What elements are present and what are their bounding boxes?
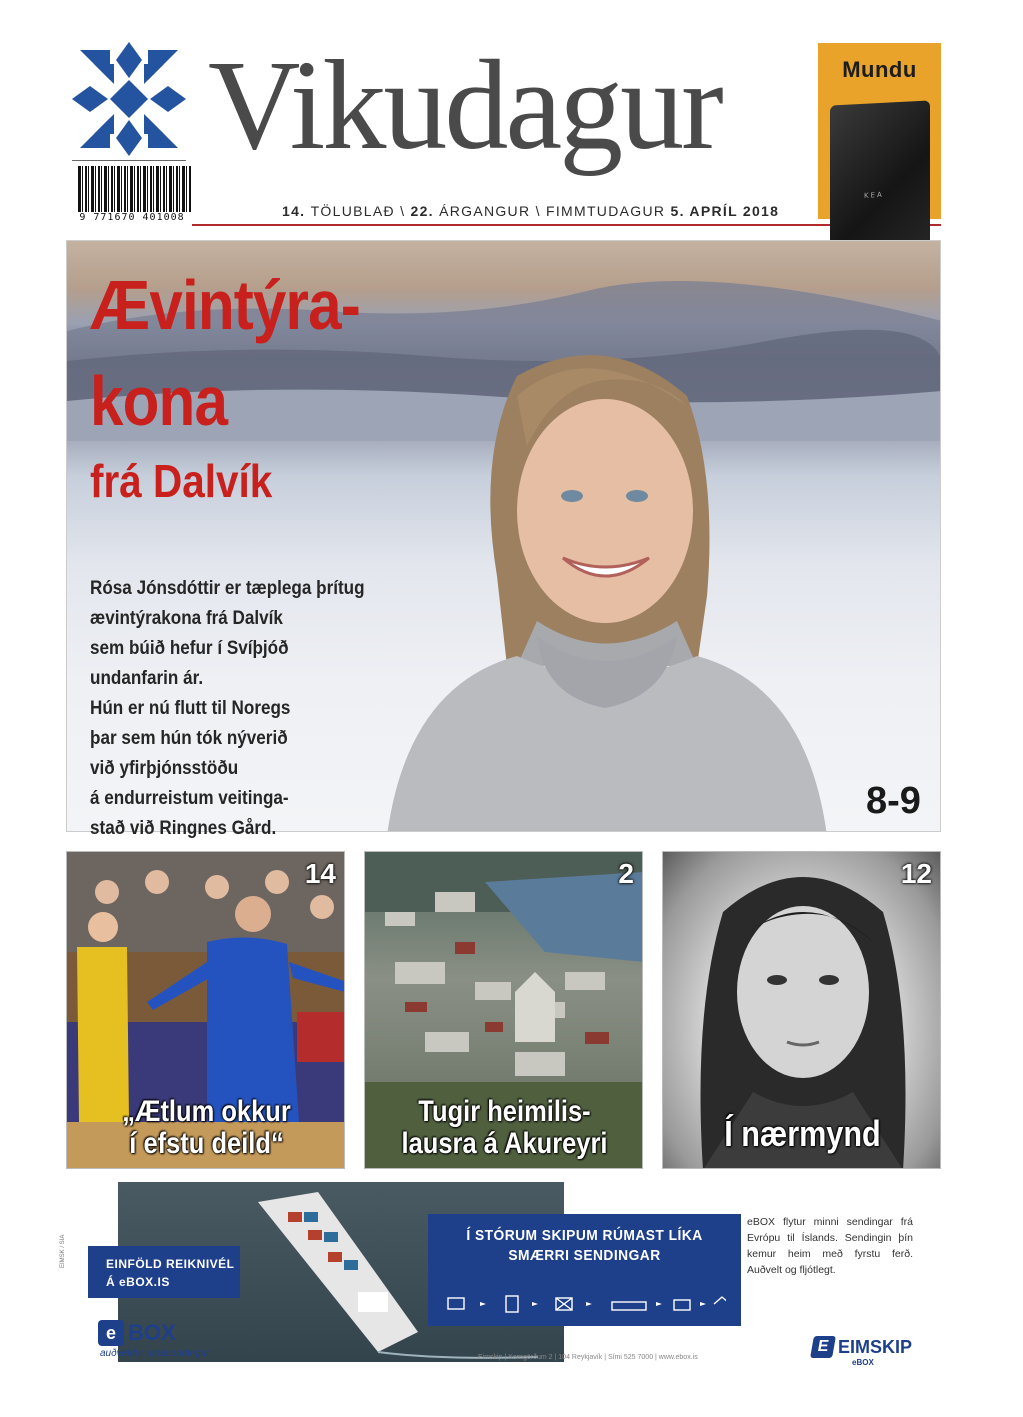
feature-lede: [90, 574, 420, 844]
lede-line: við yfirþjónsstöðu: [90, 758, 239, 779]
newspaper-title: Vikudagur: [208, 34, 721, 176]
ebox-logo-word: BOX: [128, 1320, 176, 1345]
teaser-caption-line: Í nærmynd: [724, 1113, 881, 1154]
teaser-caption: [386, 1096, 623, 1160]
teaser-caption-line: „Ætlum okkur: [122, 1095, 291, 1128]
teaser-page-number: 2: [618, 858, 634, 889]
ebox-logo: [98, 1320, 228, 1362]
teaser-caption-line: lausra á Akureyri: [401, 1127, 608, 1160]
teaser-caption-line: Tugir heimilis-: [418, 1095, 591, 1128]
ebox-body-text: eBOX flytur minni sendingar frá Evrópu til Íslands. Sendingin þín kemur heim með fyrstu ferð. Auðvelt og fljótlegt.: [747, 1216, 913, 1276]
issue-separator: \: [400, 203, 406, 219]
barcode-number: 9 771670 401008: [79, 212, 185, 223]
ebox-logo-mark: e: [98, 1320, 124, 1346]
header-red-rule: [192, 224, 941, 226]
ebox-headline-line: SMÆRRI SENDINGAR: [508, 1247, 661, 1264]
volume-separator: \: [535, 203, 541, 219]
lede-line: Rósa Jónsdóttir er tæplega þrítug: [90, 578, 365, 599]
headline-line-3: frá Dalvík: [90, 455, 273, 507]
lede-line: Hún er nú flutt til Noregs: [90, 698, 291, 719]
teaser-handball[interactable]: [66, 851, 345, 1169]
feature-page-reference[interactable]: 8-9: [866, 780, 921, 822]
headline-line-2: kona: [90, 362, 228, 440]
kea-card-image: [830, 100, 930, 253]
mundu-advertisement[interactable]: [818, 43, 941, 219]
portrait-woman: [367, 336, 847, 832]
eimskip-logo-mark: E: [810, 1336, 836, 1358]
issue-date: 5. APRÍL 2018: [670, 203, 780, 219]
teaser-caption: [684, 1113, 921, 1154]
ebox-calculator-banner[interactable]: [88, 1246, 240, 1298]
teaser-page-number: 14: [304, 858, 336, 889]
ebox-calculator-line: Á eBOX.IS: [106, 1275, 170, 1289]
eimskip-sub-brand: eBOX: [852, 1358, 874, 1367]
mundu-ad-text: Mundu: [842, 57, 917, 82]
barcode: [72, 166, 192, 224]
shipping-steps-icons: [446, 1294, 726, 1314]
volume-number: 22.: [410, 203, 434, 219]
lede-line: stað við Ringnes Gård.: [90, 818, 277, 839]
lede-line: ævintýrakona frá Dalvík: [90, 608, 283, 629]
teaser-page-number: 12: [900, 858, 932, 889]
ebox-advertisement[interactable]: [88, 1182, 988, 1367]
ebox-headline-panel: [428, 1214, 741, 1326]
eimskip-logo: [812, 1336, 922, 1367]
lede-line: sem búið hefur í Svíþjóð: [90, 638, 289, 659]
lede-line: undanfarin ár.: [90, 668, 204, 689]
barcode-bars: [72, 166, 192, 212]
headline-line-1: Ævintýra-: [90, 266, 360, 344]
eimskip-wordmark: EIMSKIP: [838, 1337, 913, 1357]
lede-line: á endurreistum veitinga-: [90, 788, 289, 809]
ebox-tagline: auðveldar smásendingar: [100, 1348, 210, 1359]
masthead-divider: [72, 160, 186, 161]
lede-line: þar sem hún tók nýverið: [90, 728, 288, 749]
teaser-caption-line: í efstu deild“: [129, 1127, 284, 1160]
vikudagur-star-logo: [70, 40, 188, 158]
ebox-calculator-line: EINFÖLD REIKNIVÉL: [106, 1257, 235, 1271]
ad-photo-credit: EIMSK / SIA: [60, 1234, 66, 1268]
issue-number: 14.: [282, 203, 306, 219]
teaser-portrait[interactable]: [662, 851, 941, 1169]
teaser-caption: [88, 1096, 325, 1160]
weekday: FIMMTUDAGUR: [545, 203, 666, 219]
issue-label: TÖLUBLAÐ: [310, 203, 395, 219]
volume-label: ÁRGANGUR: [439, 203, 531, 219]
ebox-headline-line: Í STÓRUM SKIPUM RÚMAST LÍKA: [466, 1227, 703, 1244]
ebox-footer-contact: Eimskip | Korngörðum 2 | 104 Reykjavík | Sími 525 7000 | www.ebox.is: [478, 1354, 698, 1361]
issue-line: [282, 203, 779, 219]
kea-card-brand: KEA: [864, 190, 884, 200]
teaser-akureyri[interactable]: [364, 851, 643, 1169]
